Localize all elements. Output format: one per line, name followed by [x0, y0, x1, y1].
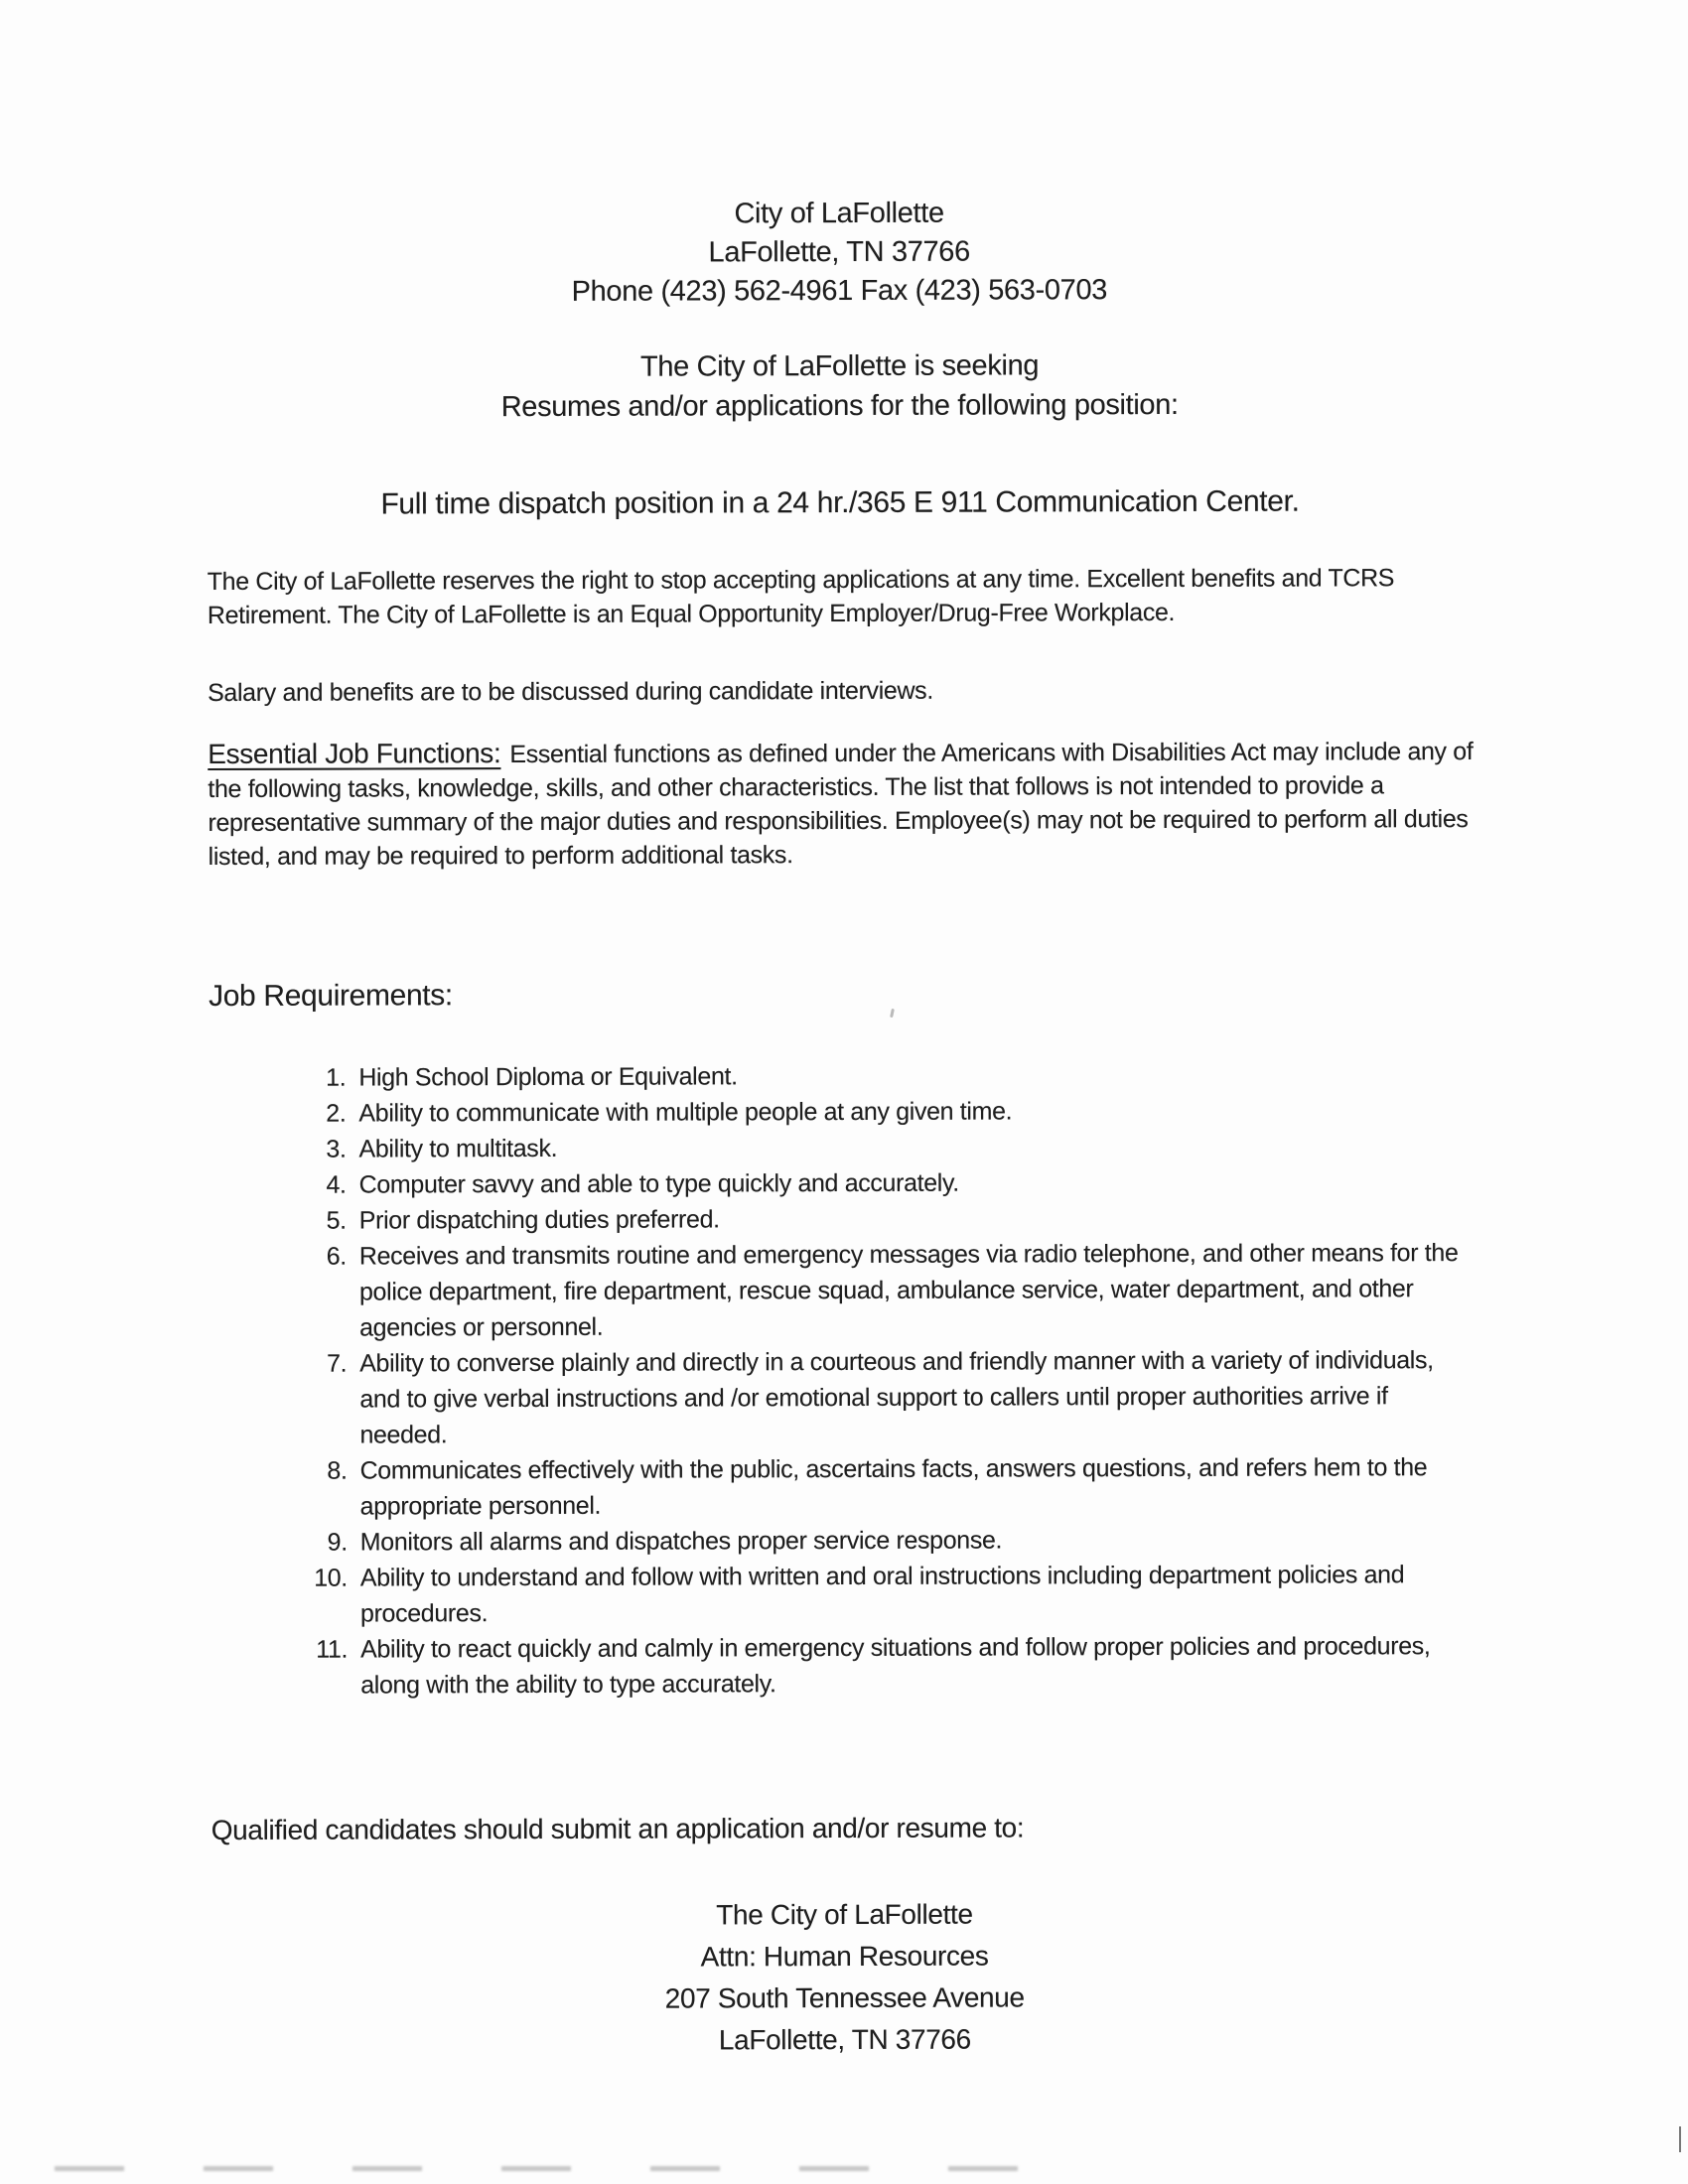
- job-requirement-item: [301, 1163, 1476, 1203]
- item-text: Communicates effectively with the public, ascertains facts, answers questions, and refers hem to the appropriate personnel.: [359, 1453, 1428, 1521]
- salary-paragraph: Salary and benefits are to be discussed during candidate interviews.: [208, 676, 933, 708]
- item-text: Ability to understand and follow with written and oral instructions including department policies and procedures.: [359, 1561, 1405, 1628]
- intro-line-2: Resumes and/or applications for the following position:: [500, 388, 1179, 424]
- job-requirement-item: [301, 1199, 1476, 1239]
- item-number: 5.: [326, 1206, 347, 1235]
- item-text: Computer savvy and able to type quickly and accurately.: [358, 1168, 959, 1199]
- essential-functions-paragraph: [208, 734, 1474, 874]
- job-requirement-item: [300, 1092, 1475, 1132]
- job-requirement-item: [301, 1342, 1476, 1453]
- job-requirement-item: [302, 1557, 1477, 1632]
- scan-artifact-right-tick: [1679, 2126, 1681, 2152]
- item-number: 4.: [326, 1170, 347, 1199]
- item-number: 2.: [326, 1099, 347, 1128]
- letterhead-city: LaFollette, TN 37766: [708, 235, 970, 269]
- item-text: Ability to converse plainly and directly in a courteous and friendly manner with a variety of individuals, and to give verbal instructions and /or emotional support to callers until proper authorities arrive if needed.: [359, 1346, 1434, 1449]
- item-text: Monitors all alarms and dispatches proper service response.: [359, 1526, 1003, 1557]
- item-text: Ability to communicate with multiple people at any given time.: [358, 1097, 1013, 1128]
- submit-instruction: Qualified candidates should submit an application and/or resume to:: [211, 1812, 1025, 1846]
- essential-functions-label: Essential Job Functions:: [208, 738, 501, 770]
- job-requirements-heading: Job Requirements:: [208, 979, 453, 1014]
- job-requirement-item: [300, 1128, 1475, 1167]
- item-number: 7.: [327, 1349, 348, 1378]
- intro-line-1: The City of LaFollette is seeking: [639, 349, 1040, 383]
- job-requirement-item: [302, 1628, 1477, 1704]
- letterhead-phone-fax: Phone (423) 562-4961 Fax (423) 563-0703: [571, 274, 1108, 308]
- letterhead-org: City of LaFollette: [734, 197, 944, 230]
- address-street: 207 South Tennessee Avenue: [664, 1981, 1025, 2014]
- item-number: 8.: [327, 1456, 348, 1485]
- job-requirements-list: [300, 1056, 1477, 1704]
- scan-artifact-bottom-smudge: [55, 2166, 1057, 2171]
- item-number: 3.: [326, 1135, 347, 1163]
- item-text: Ability to multitask.: [358, 1134, 558, 1163]
- item-number: 10.: [314, 1564, 348, 1592]
- submit-address: [211, 1892, 1478, 2063]
- job-requirement-item: [301, 1235, 1476, 1346]
- address-org: The City of LaFollette: [716, 1898, 973, 1931]
- notice-paragraph: The City of LaFollette reserves the right to stop accepting applications at any time. Excellent benefits and TCRS Retirement. The City of LaFollette is an Equal Opportunity Employer/Drug-Free Workplace.: [207, 564, 1395, 630]
- item-number: 11.: [316, 1635, 349, 1664]
- item-text: Receives and transmits routine and emergency messages via radio telephone, and other means for the police department, fire department, rescue squad, ambulance service, water department, and other agencies or personnel.: [358, 1239, 1459, 1342]
- address-attn: Attn: Human Resources: [700, 1940, 989, 1973]
- job-requirement-item: [300, 1056, 1475, 1096]
- job-requirement-item: [301, 1449, 1476, 1525]
- item-text: Prior dispatching duties preferred.: [358, 1205, 720, 1235]
- address-city: LaFollette, TN 37766: [718, 2023, 971, 2056]
- item-text: Ability to react quickly and calmly in emergency situations and follow proper policies and procedures, along with the ability to type accurately.: [360, 1632, 1431, 1700]
- item-number: 9.: [327, 1528, 348, 1557]
- item-text: High School Diploma or Equivalent.: [358, 1062, 738, 1092]
- essential-functions-text: Essential functions as defined under the Americans with Disabilities Act may include any of the following tasks, knowledge, skills, and other characteristics. The list that follows is not intended to provide a representative summary of the major duties and responsibilities. Employee(s) may not be required to perform all duties listed, and may be required to perform additional tasks.: [208, 738, 1474, 872]
- job-requirement-item: [302, 1521, 1477, 1561]
- item-number: 6.: [326, 1242, 347, 1271]
- position-title: Full time dispatch position in a 24 hr./365 E 911 Communication Center.: [380, 484, 1300, 521]
- intro-block: [207, 344, 1473, 428]
- item-number: 1.: [326, 1063, 347, 1092]
- text-column: [206, 0, 1478, 2063]
- letterhead: [207, 193, 1473, 313]
